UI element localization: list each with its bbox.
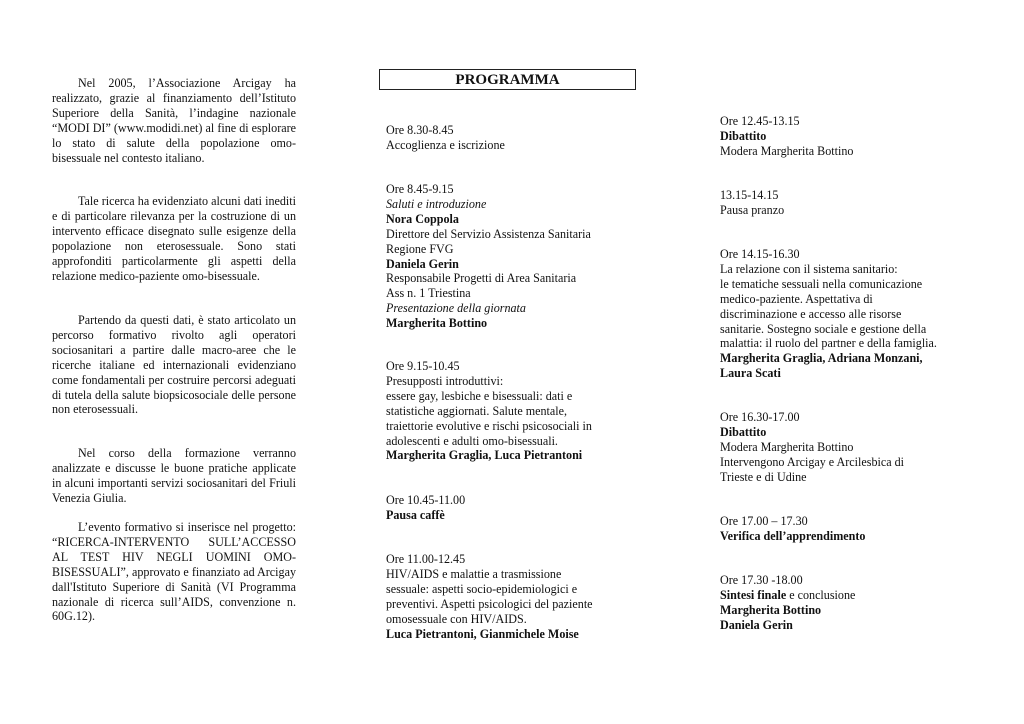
session-title-rest: e conclusione — [786, 587, 856, 602]
session-1100 — [386, 552, 631, 641]
speaker-names: Margherita Graglia, Luca Pietrantoni — [386, 448, 583, 463]
speaker-role: Ass n. 1 Triestina — [386, 286, 471, 301]
speaker-name: Daniela Gerin — [386, 256, 459, 271]
session-time: Ore 14.15-16.30 — [720, 247, 800, 261]
session-1045 — [386, 493, 631, 523]
speaker-role: Responsabile Progetti di Area Sanitaria — [386, 271, 577, 286]
session-1730 — [720, 573, 965, 633]
session-title: Sintesi finale — [720, 587, 787, 602]
session-time: Ore 16.30-17.00 — [720, 410, 800, 424]
session-text: Trieste e di Udine — [720, 469, 807, 484]
session-time: Ore 8.30-8.45 — [386, 123, 454, 137]
speaker-role: Regione FVG — [386, 241, 454, 256]
session-0830 — [386, 123, 631, 153]
session-title: Presupposti introduttivi: — [386, 373, 504, 388]
session-1245 — [720, 114, 965, 159]
session-time: Ore 17.30 -18.00 — [720, 573, 803, 587]
session-text: HIV/AIDS e malattie a trasmissione — [386, 566, 562, 581]
session-title: La relazione con il sistema sanitario: — [720, 261, 898, 276]
session-1415 — [720, 247, 965, 381]
speaker-names: Luca Pietrantoni, Gianmichele Moise — [386, 626, 579, 641]
speaker-names: Laura Scati — [720, 366, 781, 381]
session-text: sanitarie. Sostegno sociale e gestione della — [720, 321, 927, 336]
intro-paragraph-5: L’evento formativo si inserisce nel progetto: “RICERCA-INTERVENTO SULL’ACCESSO AL TEST HIV NEGLI UOMINI OMO-BISESSUALI”, approvato e finanziato ad Arcigay dall'Istituto Superiore di Sanità (VI Programma nazionale di ricerca sull’AIDS, convenzione n. 60G.12). — [52, 520, 296, 624]
session-text: medico-paziente. Aspettativa di — [720, 291, 873, 306]
session-time: Ore 11.00-12.45 — [386, 552, 466, 566]
session-1700 — [720, 514, 965, 544]
session-text: statistiche aggiornati. Salute mentale, — [386, 403, 568, 418]
moderator: Modera Margherita Bottino — [720, 439, 854, 454]
session-time: Ore 17.00 – 17.30 — [720, 514, 808, 528]
session-title: Saluti e introduzione — [386, 196, 487, 211]
intro-paragraph-2: Tale ricerca ha evidenziato alcuni dati inediti e di particolare rilevanza per la costruzione di un intervento efficace disegnato sulle esigenze della popolazione non eterosessuale. Sono stati approfonditi particolarmente gli aspetti della relazione medico-paziente omo-bisessuale. — [52, 194, 296, 283]
session-description: Accoglienza e iscrizione — [386, 137, 505, 152]
session-text: traiettorie evolutive e rischi psicosociali in — [386, 418, 592, 433]
session-time: 13.15-14.15 — [720, 188, 779, 202]
session-title: Dibattito — [720, 128, 767, 143]
session-text: sessuale: aspetti socio-epidemiologici e — [386, 581, 578, 596]
intro-paragraph-4: Nel corso della formazione verranno analizzate e discusse le buone pratiche applicate in alcuni importanti servizi sociosanitari del Friuli Venezia Giulia. — [52, 446, 296, 505]
session-description: Pausa caffè — [386, 507, 445, 522]
speaker-name: Daniela Gerin — [720, 617, 793, 632]
speaker-name: Nora Coppola — [386, 211, 459, 226]
session-text: discriminazione e accesso alle risorse — [720, 306, 902, 321]
session-title-line — [720, 588, 965, 603]
speaker-name: Margherita Bottino — [386, 316, 488, 331]
intro-paragraph-1: Nel 2005, l’Associazione Arcigay ha realizzato, grazie al finanziamento dell’Istituto Superiore della Sanità, l’indagine nazionale “MODI DI” (www.modidi.net) al fine di esplorare lo stato di salute della popolazione omo-bisessuale nel contesto italiano. — [52, 76, 296, 165]
session-text: le tematiche sessuali nella comunicazione — [720, 276, 923, 291]
session-time: Ore 10.45-11.00 — [386, 493, 466, 507]
session-time: Ore 8.45-9.15 — [386, 182, 454, 196]
intro-paragraph-3: Partendo da questi dati, è stato articolato un percorso formativo rivolto agli operatori sociosanitari a partire dalle macro-aree che le ricerche italiane ed internazionali evidenziano come fondamentali per costruire percorsi adeguati di tutela della salute biopsicosociale delle persone non eterosessuali. — [52, 313, 296, 417]
session-text: adolescenti e adulti omo-bisessuali. — [386, 433, 558, 448]
session-text: preventivi. Aspetti psicologici del paziente — [386, 596, 593, 611]
session-text: essere gay, lesbiche e bisessuali: dati e — [386, 388, 573, 403]
session-text: Intervengono Arcigay e Arcilesbica di — [720, 454, 905, 469]
session-title: Presentazione della giornata — [386, 301, 526, 316]
speaker-role: Direttore del Servizio Assistenza Sanitaria — [386, 226, 591, 241]
session-0915 — [386, 359, 631, 463]
session-time: Ore 12.45-13.15 — [720, 114, 800, 128]
moderator: Modera Margherita Bottino — [720, 143, 854, 158]
session-description: Pausa pranzo — [720, 202, 785, 217]
programma-title: PROGRAMMA — [379, 69, 636, 90]
session-text: malattia: il ruolo del partner e della famiglia. — [720, 336, 937, 351]
session-time: Ore 9.15-10.45 — [386, 359, 460, 373]
session-0845 — [386, 182, 631, 331]
session-text: omosessuale con HIV/AIDS. — [386, 611, 527, 626]
session-title: Verifica dell’apprendimento — [720, 528, 866, 543]
speaker-names: Margherita Graglia, Adriana Monzani, — [720, 351, 923, 366]
session-title: Dibattito — [720, 424, 767, 439]
session-1630 — [720, 410, 965, 485]
speaker-name: Margherita Bottino — [720, 602, 822, 617]
session-1315 — [720, 188, 965, 218]
